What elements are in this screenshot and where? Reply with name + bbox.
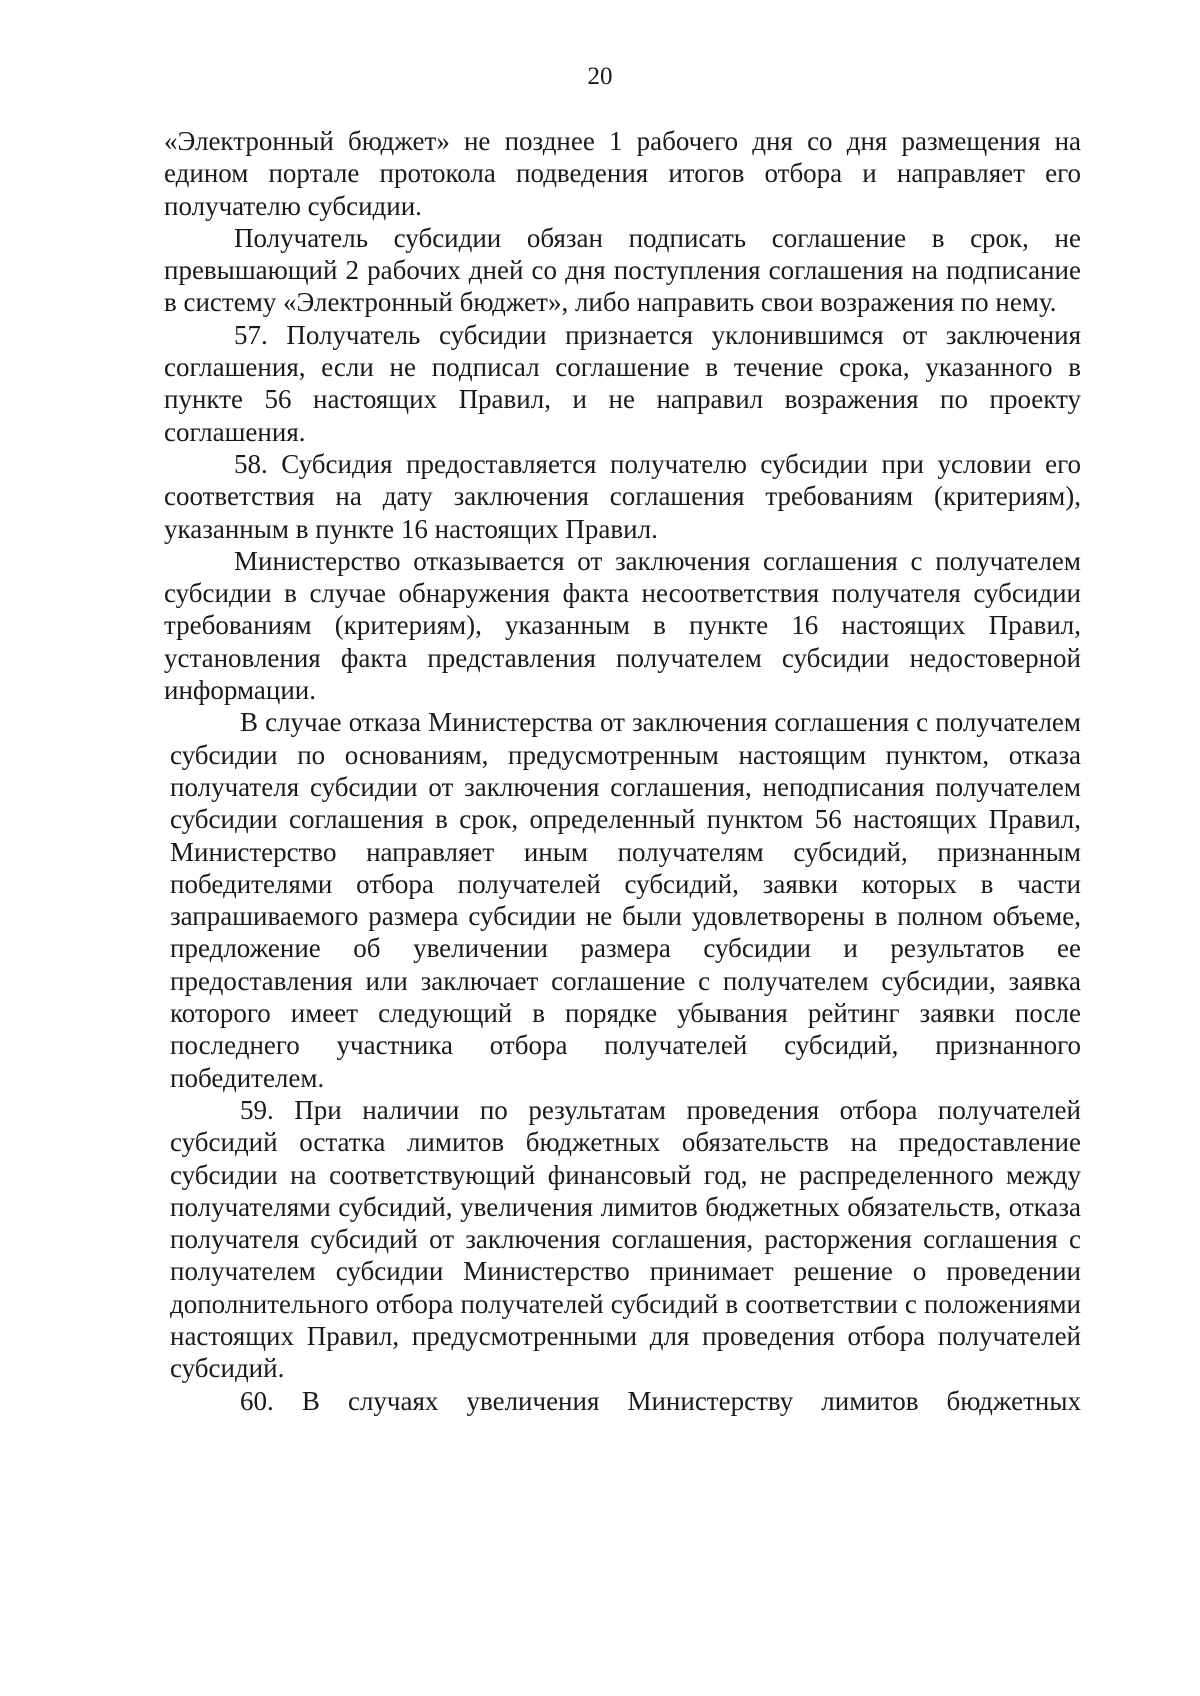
paragraph-60: 60. В случаях увеличения Министерству лимитов бюджетных xyxy=(240,1385,1081,1416)
paragraph-59: 59. При наличии по результатам проведения отбора получателей субсидий остатка лимитов бюджетных обязательств на предоставление субсидии на соответствующий финансовый год, не распределенного между получателями субсидий, увеличения лимитов бюджетных обязательств, отказа получателя субсидий от заключения соглашения, расторжения соглашения с получателем субсидии Министерство принимает решение о проведении дополнительного отбора получателей субсидий в соответствии с положениями настоящих Правил, предусмотренными для проведения отбора получателей субсидий. xyxy=(170,1094,1081,1384)
paragraph-ministry-refusal: Министерство отказывается от заключения соглашения с получателем субсидии в случае обнаружения факта несоответствия получателя субсидии требованиям (критериям), указанным в пункте 16 настоящих Правил, установления факта представления получателем субсидии недостоверной информации. xyxy=(164,545,1081,706)
paragraph-57: 57. Получатель субсидии признается уклонившимся от заключения соглашения, если не подписал соглашение в течение срока, указанного в пункте 56 настоящих Правил, и не направил возражения по проекту соглашения. xyxy=(164,319,1081,447)
document-body xyxy=(164,125,1081,1417)
paragraph-continuation: «Электронный бюджет» не позднее 1 рабочего дня со дня размещения на едином портале протокола подведения итогов отбора и направляет его получателю субсидии. xyxy=(164,126,1081,221)
page-number: 20 xyxy=(587,63,613,90)
paragraph-refusal-case: В случае отказа Министерства от заключения соглашения с получателем субсидии по основаниям, предусмотренным настоящим пунктом, отказа получателя субсидии от заключения соглашения, неподписания получателем субсидии соглашения в срок, определенный пунктом 56 настоящих Правил, Министерство направляет иным получателям субсидий, признанным победителями отбора получателей субсидий, заявки которых в части запрашиваемого размера субсидии не были удовлетворены в полном объеме, предложение об увеличении размера субсидии и результатов ее предоставления или заключает соглашение с получателем субсидии, заявка которого имеет следующий в порядке убывания рейтинг заявки после последнего участника отбора получателей субсидий, признанного победителем. xyxy=(170,707,1081,1093)
paragraph-58: 58. Субсидия предоставляется получателю субсидии при условии его соответствия на дату заключения соглашения требованиям (критериям), указанным в пункте 16 настоящих Правил. xyxy=(164,448,1081,544)
paragraph-agreement-signing: Получатель субсидии обязан подписать соглашение в срок, не превышающий 2 рабочих дней со дня поступления соглашения на подписание в систему «Электронный бюджет», либо направить свои возражения по нему. xyxy=(164,222,1081,318)
